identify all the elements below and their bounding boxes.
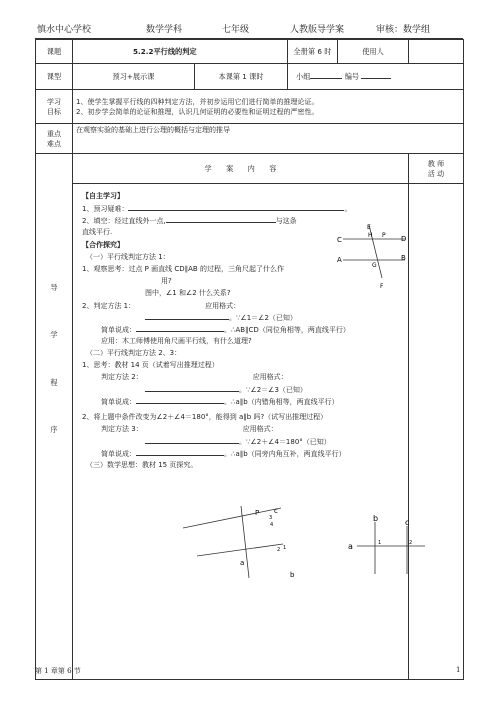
line-c: [183, 508, 281, 528]
number-label: 编号: [344, 72, 360, 81]
group-number-cell: [288, 64, 464, 90]
type-value: 预习+展示课: [73, 64, 195, 90]
method-2-blank[interactable]: [145, 384, 239, 392]
objectives-cell: [73, 90, 464, 124]
grade-label: 七年级: [222, 25, 250, 35]
side-label: 程: [50, 377, 58, 387]
school-name: 慎水中心学校: [37, 25, 92, 35]
label-c: C: [337, 236, 342, 244]
total-lesson-label: 全册第 6 时: [288, 40, 338, 64]
teacher-activity-header: 教 师 活 动: [409, 154, 464, 184]
method-1-simple-blank[interactable]: [136, 324, 224, 332]
user-label: 使用人: [338, 40, 409, 64]
method-1-conclusion: 简单说成： 。∴AB∥CD（同位角相等，两直线平行）: [101, 326, 350, 334]
fill-question: 2、填空：经过直线外一点, 与这条: [82, 217, 297, 225]
label-g: G: [372, 262, 377, 269]
angle-3: 3: [269, 515, 273, 521]
fill-question-cont: 直线平行.: [82, 228, 113, 236]
type-label: 课型: [36, 64, 73, 90]
group-label: 小组: [296, 72, 311, 81]
angle-4: 4: [270, 522, 274, 528]
label-f: F: [380, 283, 384, 290]
side-label: 导: [50, 282, 58, 292]
method-1-line: 2、判定方法 1： 应用格式：: [82, 302, 241, 310]
objective-item: 2、初步学会简单的论证和推理，认识几何证明的必要性和证明过程的严密性。: [76, 107, 319, 116]
label-c: c: [274, 507, 278, 515]
preview-blank[interactable]: [128, 203, 344, 211]
side-label: 序: [50, 425, 58, 435]
preview-question: 1、预习疑难： 。: [82, 205, 352, 213]
label-a: a: [240, 559, 245, 567]
key-label: 重点 难点: [36, 124, 73, 154]
method-1-given: 。∵∠1＝∠2（已知）: [145, 312, 297, 323]
label-d: D: [401, 235, 407, 243]
observe-question-cont: 用?: [161, 277, 172, 285]
method-2-conclusion: 简单说成： 。∴a∥b（内错角相等，两直线平行）: [101, 398, 339, 406]
label-b: b: [290, 571, 295, 579]
angle-relation-question: 图中，∠1 和∠2 什么关系?: [145, 289, 231, 297]
observe-question: 1、观察思考：过点 P 画直线 CD∥AB 的过程，三角尺起了什么作: [82, 265, 284, 273]
method-3-line: 判定方法 3： 应用格式：: [101, 425, 278, 433]
lesson-label: 本课第 1 课时: [195, 64, 288, 90]
group-blank[interactable]: [310, 71, 342, 79]
user-field[interactable]: [409, 40, 464, 64]
subject-label: 数学学科: [146, 25, 183, 35]
angle-2: 2: [409, 540, 413, 546]
fill-blank[interactable]: [166, 215, 276, 223]
method-1-application: 应用：木工师傅使用角尺画平行线，有什么道理?: [101, 337, 252, 345]
method-2-line: 判定方法 2： 应用格式：: [101, 373, 288, 381]
topic-label: 课题: [36, 40, 73, 64]
line-a: [197, 544, 283, 556]
content-title: 学 案 内 容: [73, 154, 409, 184]
footer-chapter: 第 1 章第 6 节: [35, 667, 81, 675]
label-h: H: [368, 232, 373, 239]
figure-three-lines: [345, 514, 427, 576]
method-2-given: 。∵∠2＝∠3（已知）: [145, 384, 307, 395]
label-e: E: [367, 224, 371, 231]
angle-1: 1: [283, 545, 287, 551]
label-p: P: [382, 232, 386, 239]
key-text: 在观察实验的基础上进行公理的概括与定理的推导: [73, 124, 464, 154]
angle-2: 2: [277, 547, 281, 553]
label-c: c: [405, 518, 410, 527]
change-condition-question: 2、将上题中条件改变为∠2＋∠4＝180°，能得到 a∥b 吗?（试写出推理过程）: [82, 413, 328, 421]
figure-angles-transversal: [173, 504, 293, 586]
teacher-activity-cell[interactable]: [409, 184, 464, 680]
self-study-title: 【自主学习】: [82, 192, 124, 200]
method-1-heading: （一）平行线判定方法 1：: [86, 253, 170, 261]
method-3-simple-blank[interactable]: [136, 448, 224, 456]
label-b: B: [401, 254, 406, 262]
label-a: A: [337, 256, 342, 264]
label-a: a: [348, 542, 353, 551]
reviewer-label: 审核：数学组: [376, 25, 431, 35]
doc-type-label: 人教版导学案: [290, 25, 345, 35]
method-3-conclusion: 简单说成： 。∴a∥b（同旁内角互补，两直线平行）: [101, 450, 346, 458]
angle-1: 1: [378, 540, 382, 546]
method-1-blank[interactable]: [145, 312, 229, 320]
page-number: 1: [456, 666, 461, 674]
objectives-label: 学习 目标: [36, 90, 73, 124]
line-b: [241, 506, 249, 578]
math-thinking-heading: （三）数学思想：教材 15 页探究。: [86, 461, 198, 469]
figure-parallel-transversal: [337, 222, 409, 292]
method-3-blank[interactable]: [145, 436, 239, 444]
method-3-given: 。∵∠2＋∠4＝180°（已知）: [145, 436, 331, 447]
objective-item: 1、使学生掌握平行线的四种判定方法，并初步运用它们进行简单的推理论证。: [76, 97, 319, 106]
label-b: b: [373, 514, 379, 523]
content-body: [73, 184, 413, 680]
cooperation-title: 【合作探究】: [82, 241, 124, 249]
think-question: 1、思考：教材 14 页（试着写出推理过程）: [82, 361, 219, 369]
number-blank[interactable]: [361, 71, 391, 79]
method-2-simple-blank[interactable]: [136, 396, 224, 404]
method-2-heading: （二）平行线判定方法 2、3：: [86, 349, 182, 357]
side-labels: [36, 154, 73, 680]
topic-title: 5.2.2平行线的判定: [73, 40, 288, 64]
side-label: 学: [50, 330, 58, 340]
label-p: P: [255, 509, 260, 517]
lesson-plan-table: [35, 39, 464, 680]
